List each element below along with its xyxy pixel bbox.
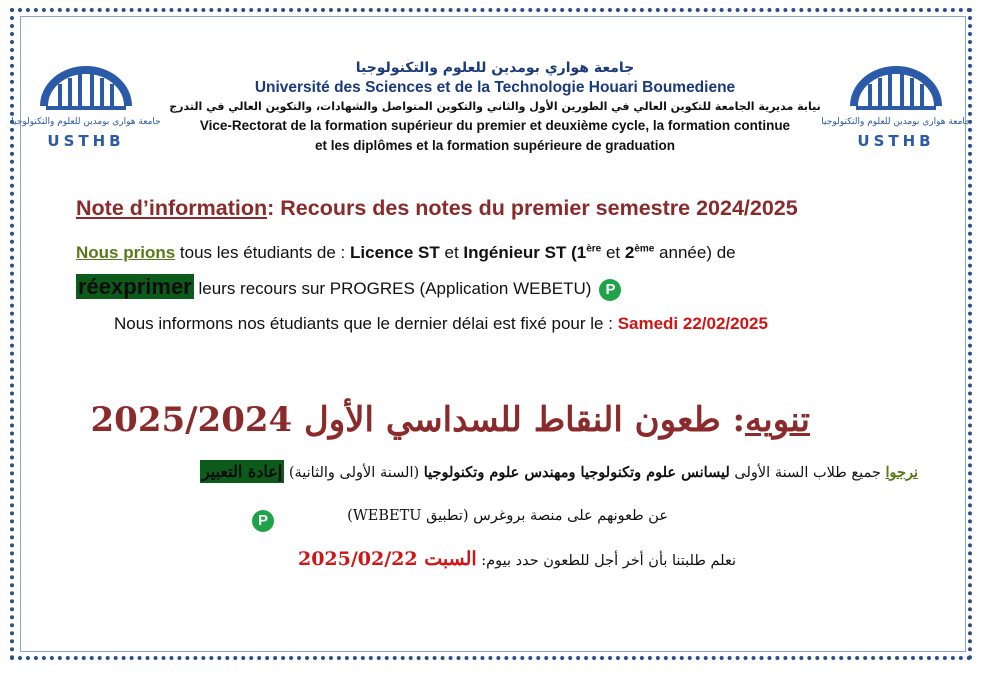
university-name-french: Université des Sciences et de la Technologie Houari Boumediene	[254, 79, 736, 96]
superscript-ere: ère	[586, 243, 602, 255]
note-title-subject: Recours des notes du premier semestre 2024/2025	[280, 196, 798, 220]
arabic-programs: ليسانس علوم وتكنولوجيا ومهندس علوم وتكنولوجيا	[423, 464, 730, 481]
text-span: Nous informons nos étudiants que le dernier délai est fixé pour le :	[114, 314, 618, 333]
licence-st: Licence ST	[350, 243, 440, 262]
logo-arabic-text: جامعة هواري بومدين للعلوم والتكنولوجيا	[821, 117, 971, 127]
deadline-arabic: السبت 2025/02/22	[297, 548, 477, 570]
text-span: et	[439, 243, 464, 262]
usthb-logo-right	[821, 62, 971, 154]
arabic-title-subject: : طعون النقاط للسداسي الأول 2025/2024	[90, 400, 746, 440]
reexpress-highlight-arabic: إعادة التعبير	[201, 462, 283, 481]
note-title-french	[76, 196, 798, 221]
nous-prions-highlight: Nous prions	[76, 243, 176, 262]
usthb-logo-left	[11, 62, 161, 154]
french-paragraph-line2	[76, 274, 621, 301]
logo-text: USTHB	[47, 132, 125, 150]
text-span: جميع طلاب السنة الأولى	[729, 465, 886, 481]
vice-rectorate-arabic: نيابة مديرية الجامعة للتكوين العالي في الطورين الأول والثاني والتكوين المتواصل والشهادات، والتكوين العالي في التدرج	[169, 100, 821, 113]
deadline-french: Samedi 22/02/2025	[617, 314, 768, 333]
text-span: leurs recours sur PROGRES (Application WEBETU)	[193, 279, 592, 298]
text-span: et	[601, 243, 625, 262]
note-title-label: Note d’information	[76, 196, 268, 220]
text-span: tous les étudiants de :	[175, 243, 351, 262]
progres-app-icon: P	[599, 279, 621, 301]
superscript-eme: ème	[634, 243, 655, 255]
arabic-title-label: تنويه	[745, 400, 810, 440]
arabic-paragraph-line3	[298, 548, 736, 570]
ingenieur-st: Ingénieur ST (1	[463, 243, 587, 262]
year-two: 2	[624, 243, 635, 262]
text-span: année) de	[654, 243, 736, 262]
french-paragraph-line3	[114, 314, 768, 334]
vice-rectorate-french-line2: et les diplômes et la formation supérieure de graduation	[314, 138, 676, 153]
text-span: نعلم طلبتنا بأن أخر أجل للطعون حدد بيوم:	[476, 553, 736, 569]
university-name-arabic: جامعة هواري بومدين للعلوم والتكنولوجيا	[355, 60, 635, 76]
note-title-arabic	[90, 400, 810, 440]
arabic-paragraph-line2: عن طعونهم على منصة بروغرس (تطبيق WEBETU)	[347, 508, 668, 524]
narjou-highlight: نرجوا	[885, 464, 918, 481]
french-paragraph-line1	[76, 243, 736, 263]
vice-rectorate-french-line1: Vice-Rectorat de la formation supérieur du premier et deuxième cycle, la formation continue	[199, 118, 791, 133]
logo-arabic-text: جامعة هواري بومدين للعلوم والتكنولوجيا	[11, 117, 161, 127]
text-span: (السنة الأولى والثانية)	[284, 465, 424, 481]
progres-app-icon-arabic: P	[252, 510, 274, 532]
reexprimer-highlight: réexprimer	[78, 274, 192, 299]
letterhead	[160, 58, 830, 156]
arabic-paragraph-line1	[200, 462, 918, 481]
note-title-colon: :	[267, 196, 281, 220]
logo-text: USTHB	[857, 132, 935, 150]
